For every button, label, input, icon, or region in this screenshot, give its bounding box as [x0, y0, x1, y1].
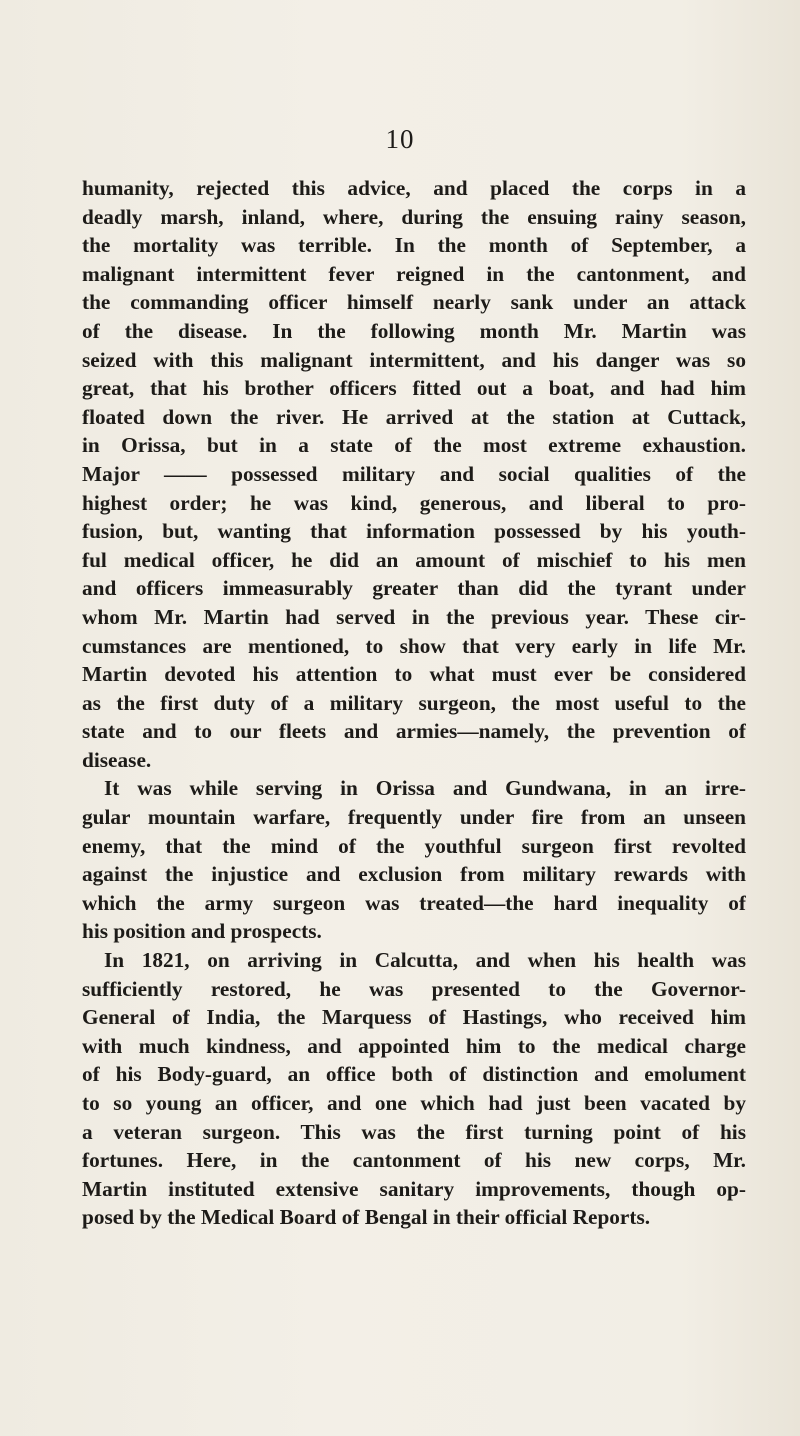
text-line: and officers immeasurably greater than did the tyrant under: [82, 576, 746, 601]
text-line: great, that his brother officers fitted out a boat, and had him: [82, 376, 746, 401]
text-line: with much kindness, and appointed him to the medical charge: [82, 1033, 746, 1058]
text-line: the mortality was terrible. In the month of September, a: [82, 233, 746, 258]
text-line: fortunes. Here, in the cantonment of his new corps, Mr.: [82, 1148, 746, 1173]
text-line: General of India, the Marquess of Hastings, who received him: [82, 1005, 746, 1030]
text-line: gular mountain warfare, frequently under fire from an unseen: [82, 805, 746, 830]
text-line: humanity, rejected this advice, and placed the corps in a: [82, 176, 746, 200]
text-line: state and to our fleets and armies—namely, the prevention of: [82, 719, 746, 744]
text-line: against the injustice and exclusion from military rewards with: [82, 862, 746, 887]
text-line: fusion, but, wanting that information possessed by his youth-: [82, 519, 746, 544]
text-line: of the disease. In the following month Mr. Martin was: [82, 318, 746, 343]
text-line: enemy, that the mind of the youthful surgeon first revolted: [82, 833, 746, 858]
body-text: [82, 174, 746, 1232]
text-line: to so young an officer, and one which had just been vacated by: [82, 1091, 746, 1115]
text-line: highest order; he was kind, generous, and liberal to pro-: [82, 490, 746, 515]
text-line: disease.: [82, 747, 152, 772]
text-line: Martin devoted his attention to what must ever be considered: [82, 662, 746, 687]
text-line: his position and prospects.: [82, 919, 322, 944]
text-line: It was while serving in Orissa and Gundwana, in an irre-: [104, 776, 746, 801]
text-line: Major —— possessed military and social qualities of the: [82, 461, 746, 486]
text-line: whom Mr. Martin had served in the previous year. These cir-: [82, 604, 746, 629]
text-line: in Orissa, but in a state of the most extreme exhaustion.: [82, 433, 746, 458]
page-number: 10: [385, 124, 415, 154]
text-line: ful medical officer, he did an amount of mischief to his men: [82, 547, 746, 572]
text-line: seized with this malignant intermittent, and his danger was so: [82, 347, 746, 372]
text-line: posed by the Medical Board of Bengal in their official Reports.: [82, 1205, 651, 1230]
text-line: cumstances are mentioned, to show that very early in life Mr.: [82, 633, 746, 658]
text-line: of his Body-guard, an office both of distinction and emolument: [82, 1062, 746, 1087]
text-line: malignant intermittent fever reigned in the cantonment, and: [82, 261, 746, 286]
text-line: the commanding officer himself nearly sank under an attack: [82, 290, 746, 315]
paragraph: [82, 946, 746, 1232]
text-line: deadly marsh, inland, where, during the ensuing rainy season,: [82, 204, 746, 229]
text-line: as the first duty of a military surgeon, the most useful to the: [82, 690, 746, 715]
text-line: which the army surgeon was treated—the hard inequality of: [82, 890, 746, 915]
text-line: Martin instituted extensive sanitary improvements, though op-: [82, 1176, 746, 1201]
text-line: floated down the river. He arrived at the station at Cuttack,: [82, 404, 746, 429]
text-line: In 1821, on arriving in Calcutta, and when his health was: [104, 948, 746, 973]
text-line: sufficiently restored, he was presented to the Governor-: [82, 976, 746, 1001]
text-line: a veteran surgeon. This was the first turning point of his: [82, 1119, 746, 1144]
paragraph: [82, 174, 746, 774]
paragraph: [82, 774, 746, 946]
